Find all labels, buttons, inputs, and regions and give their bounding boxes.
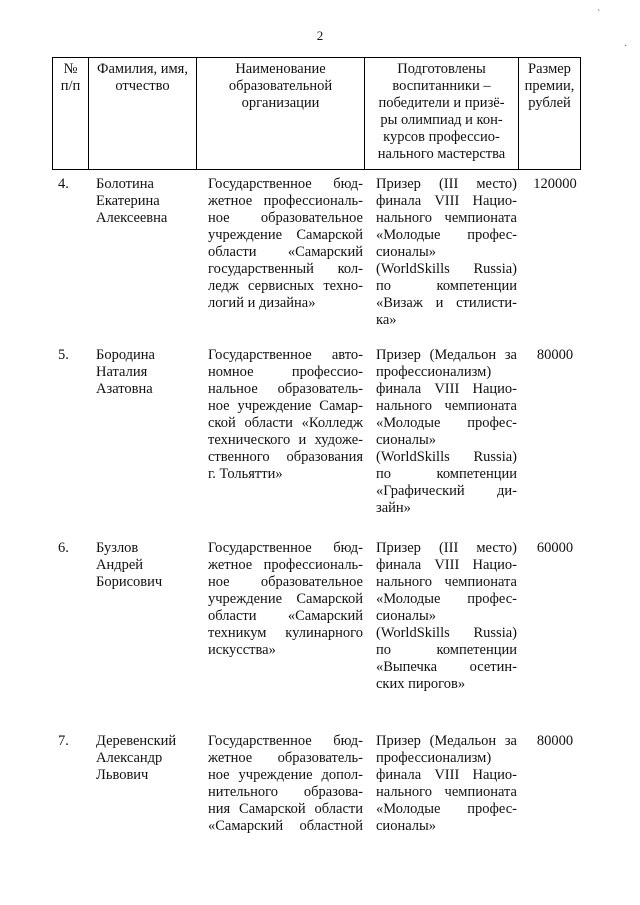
row-organization: Государственное бюд- жетное профессиональ- ное образовательное учреждение Самарской области «Самарский государственный кол- ледж сервисных техно- логий и дизайна» <box>208 176 363 311</box>
row-number: 4. <box>58 176 69 192</box>
header-cell-prize: Размер премии, рублей <box>519 58 581 170</box>
row-achievement: Призер (III место) финала VIII Нацио- нального чемпионата «Молодые профес- сионалы» (WorldSkills Russia) по компетенции «Визаж и стилисти- ка» <box>376 176 517 328</box>
row-number: 7. <box>58 733 69 749</box>
row-full-name: Деревенский Александр Львович <box>96 733 177 783</box>
row-full-name: Бузлов Андрей Борисович <box>96 540 163 590</box>
row-organization: Государственное авто- номное профессио- нальное образователь- ное учреждение Самар- ской области «Колледж технического и художе- ственного образования г. Тольятти» <box>208 347 363 482</box>
row-organization: Государственное бюд- жетное профессиональ- ное образовательное учреждение Самарской области «Самарский техникум кулинарного искусства» <box>208 540 363 658</box>
header-cell-organization: Наименование образовательной организации <box>197 58 365 170</box>
row-full-name: Бородина Наталия Азатовна <box>96 347 155 397</box>
header-cell-achievement: Подготовлены воспитанники – победители и призё- ры олимпиад и кон- курсов профессио- нального мастерства <box>365 58 519 170</box>
header-cell-number: № п/п <box>53 58 89 170</box>
page-number: 2 <box>316 28 324 43</box>
row-prize-amount: 80000 <box>536 733 574 749</box>
row-full-name: Болотина Екатерина Алексеевна <box>96 176 168 226</box>
table-header <box>52 57 581 170</box>
row-achievement: Призер (Медальон за профессионализм) финала VIII Нацио- нального чемпионата «Молодые профес- сионалы» <box>376 733 517 834</box>
scan-mark: ˋ <box>597 9 601 20</box>
row-organization: Государственное бюд- жетное образователь- ное учреждение допол- нительного образова- ния Самарской области «Самарский областной <box>208 733 363 834</box>
row-prize-amount: 60000 <box>536 540 574 556</box>
row-prize-amount: 80000 <box>536 347 574 363</box>
row-achievement: Призер (Медальон за профессионализм) финала VIII Нацио- нального чемпионата «Молодые профес- сионалы» (WorldSkills Russia) по компетенции «Графический ди- зайн» <box>376 347 517 516</box>
header-cell-name: Фамилия, имя, отчество <box>89 58 197 170</box>
row-prize-amount: 120000 <box>533 176 577 192</box>
row-number: 6. <box>58 540 69 556</box>
scan-mark: · <box>624 41 628 52</box>
row-number: 5. <box>58 347 69 363</box>
row-achievement: Призер (III место) финала VIII Нацио- нального чемпионата «Молодые профес- сионалы» (WorldSkills Russia) по компетенции «Выпечка осетин- ских пирогов» <box>376 540 517 692</box>
